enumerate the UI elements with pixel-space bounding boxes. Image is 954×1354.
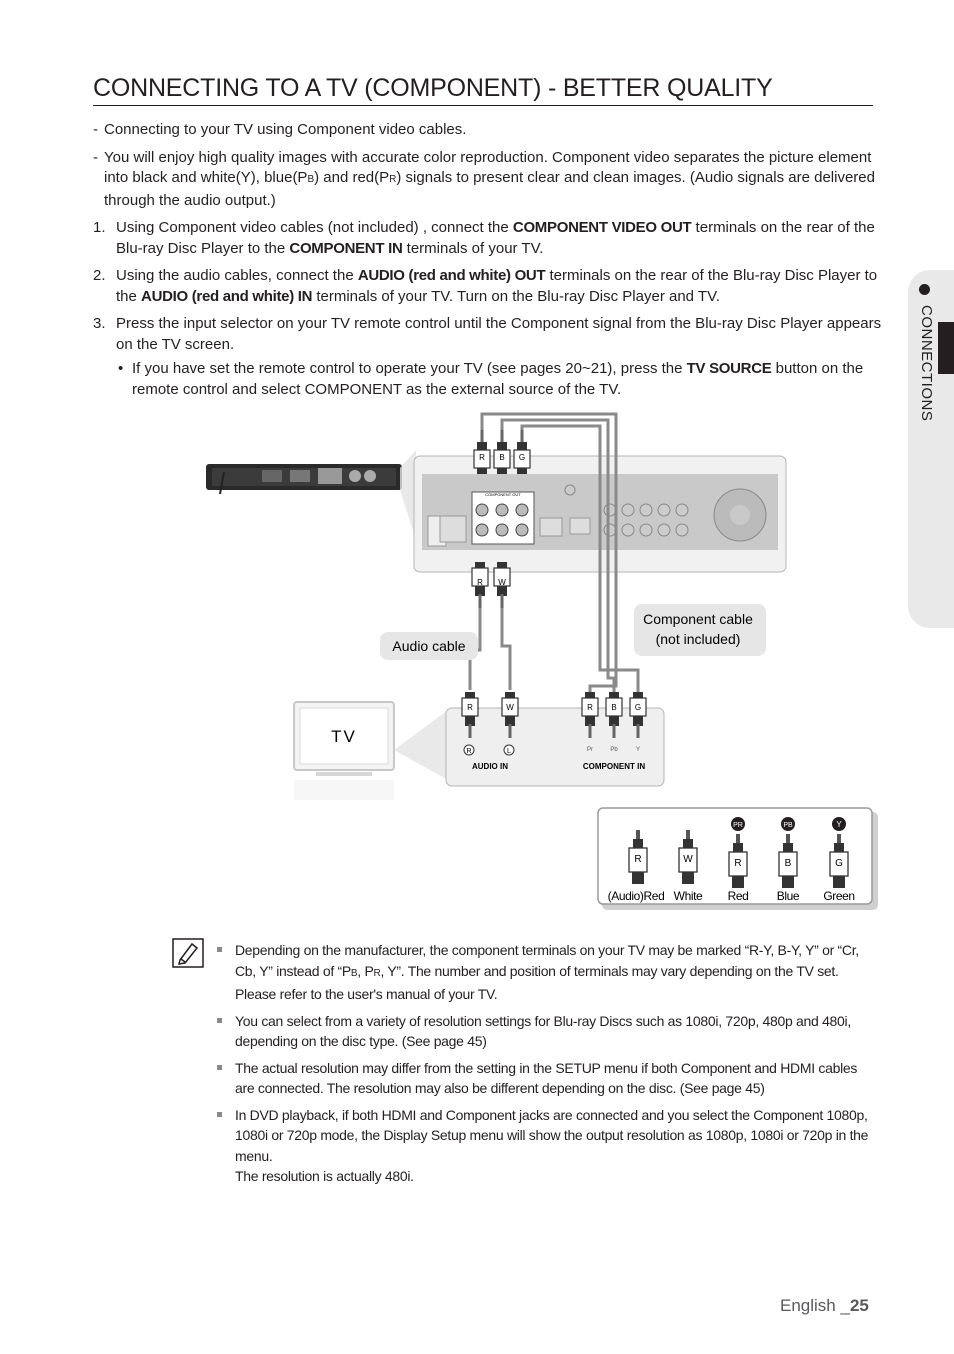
plug-label-r: R: [479, 453, 485, 462]
section-tab-label: CONNECTIONS: [918, 305, 935, 422]
plug-label-g: G: [634, 703, 642, 712]
legend-plug-letter: R: [734, 858, 742, 869]
jack-label-left: L: [507, 748, 511, 755]
page-footer: [780, 1296, 869, 1316]
note-item: You can select from a variety of resolution settings for Blu-ray Discs such as 1080i, 720p, 480p and 480i, depending on the disc type. (See page 45): [215, 1011, 875, 1052]
blu-ray-player: [206, 464, 402, 494]
plug-label-b: B: [499, 453, 505, 462]
note-item: In DVD playback, if both HDMI and Component jacks are connected and you select the Component 1080p, 1080i or 720p mode, the Display Setup menu will show the output resolution as 1080p, 1080i or 720p in the menu. The resolution is actually 480i.: [215, 1105, 875, 1187]
jack-label-pb: Pb: [610, 747, 618, 753]
tv-illustration: [294, 702, 394, 800]
component-cable-callout: [634, 604, 766, 656]
audio-cable-label: Audio cable: [392, 638, 466, 654]
legend-label: (Audio)Red: [607, 889, 665, 903]
legend-badge: PB: [783, 822, 793, 829]
audio-cable-callout: [380, 632, 478, 660]
plug-legend: [598, 808, 878, 910]
notes-list: [215, 940, 875, 1193]
legend-label: White: [673, 889, 703, 903]
page-number: 25: [849, 1296, 869, 1315]
note-icon: [172, 938, 204, 968]
plug-label-w: W: [498, 578, 506, 587]
legend-plug-letter: W: [683, 854, 693, 865]
plug-label-r: R: [587, 703, 593, 712]
connection-diagram: [190, 410, 890, 910]
legend-label: Red: [727, 889, 749, 903]
intro-line-2: - You will enjoy high quality images with accurate color reproduction. Component video separates the picture element into black and white(Y), blue(PB) and red(PR) signals to present clear and clean images. (Audio signals are delivered through the audio output.): [93, 148, 875, 209]
tv-label: TV: [331, 727, 357, 746]
instructions: [93, 120, 883, 407]
note-item: The actual resolution may differ from the setting in the SETUP menu if both Component and HDMI cables are connected. The resolution may also be different depending on the disc. (See page 45): [215, 1058, 875, 1099]
legend-label: Green: [823, 889, 855, 903]
plug-label-w: W: [506, 703, 514, 712]
page-title: CONNECTING TO A TV (COMPONENT) - BETTER QUALITY: [93, 74, 873, 106]
component-cable-label-1: Component cable: [643, 611, 753, 627]
step-1: 1. Using Component video cables (not included) , connect the COMPONENT VIDEO OUT terminals on the rear of the Blu-ray Disc Player to the COMPONENT IN terminals of your TV.: [93, 219, 875, 257]
step-3-bullet: • If you have set the remote control to operate your TV (see pages 20~21), press the TV SOURCE button on the remote control and select COMPONENT as the external source of the TV.: [118, 360, 864, 398]
plug-label-r: R: [477, 578, 483, 587]
step-2: 2. Using the audio cables, connect the AUDIO (red and white) OUT terminals on the rear of the Blu-ray Disc Player to the AUDIO (red and white) IN terminals of your TV. Turn on the Blu-ray Disc Player and TV.: [93, 267, 878, 305]
bullet-icon: [919, 284, 930, 295]
section-tab-marker: [938, 322, 954, 374]
jack-label-right: R: [466, 748, 472, 755]
legend-plug-letter: R: [634, 854, 642, 865]
legend-plug-letter: G: [835, 858, 843, 869]
legend-badge: Y: [836, 820, 842, 829]
audio-in-label: AUDIO IN: [472, 762, 508, 771]
plug-label-g: G: [518, 453, 526, 462]
footer-language: English _: [780, 1296, 850, 1315]
plug-label-b: B: [611, 703, 617, 712]
jack-label-pr: Pr: [587, 747, 593, 753]
tv-input-panel: [446, 708, 664, 786]
note-item: Depending on the manufacturer, the component terminals on your TV may be marked “R-Y, B-Y, Y” or “Cr, Cb, Y” instead of “PB, PR, Y”. The number and position of terminals may vary depending on the TV set. Please refer to the user's manual of your TV.: [215, 940, 875, 1005]
intro-line-1: - Connecting to your TV using Component video cables.: [93, 121, 467, 138]
legend-badge: PR: [733, 822, 743, 829]
jack-label-y: Y: [635, 747, 641, 753]
legend-label: Blue: [776, 889, 800, 903]
legend-plug-letter: B: [784, 858, 792, 869]
component-cable-label-2: (not included): [655, 631, 741, 647]
component-out-text: COMPONENT OUT: [485, 492, 521, 497]
component-in-label: COMPONENT IN: [582, 762, 646, 771]
plug-label-r: R: [467, 703, 473, 712]
step-3: 3. Press the input selector on your TV remote control until the Component signal from the Blu-ray Disc Player appears on the TV screen. • If you have set the remote control to operate your TV (see pages 20~21), press the TV SOURCE button on the remote control and select COMPONENT as the external source of the TV.: [93, 314, 883, 400]
